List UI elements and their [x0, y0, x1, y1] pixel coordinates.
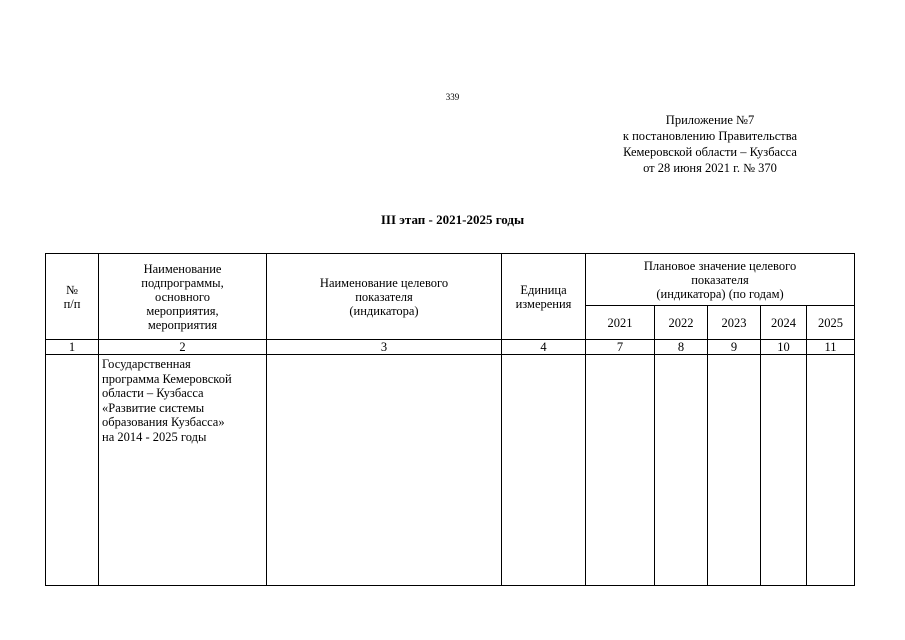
- cell-num: [46, 355, 99, 586]
- appendix-line: от 28 июня 2021 г. № 370: [643, 161, 777, 175]
- cell-indicator: [267, 355, 502, 586]
- column-number: 9: [708, 340, 761, 355]
- header-year: 2022: [655, 306, 708, 340]
- header-year: 2023: [708, 306, 761, 340]
- cell-value-2023: [708, 355, 761, 586]
- column-number: 1: [46, 340, 99, 355]
- cell-value-2025: [807, 355, 855, 586]
- column-number: 7: [586, 340, 655, 355]
- column-number: 10: [761, 340, 807, 355]
- header-plan-value: Плановое значение целевого показателя (индикатора) (по годам): [586, 254, 855, 306]
- cell-unit: [502, 355, 586, 586]
- indicator-table: [45, 253, 855, 586]
- table-row: [46, 355, 855, 586]
- column-number: 11: [807, 340, 855, 355]
- cell-value-2021: [586, 355, 655, 586]
- cell-value-2024: [761, 355, 807, 586]
- header-indicator: Наименование целевого показателя (индикатора): [267, 254, 502, 340]
- appendix-header: [590, 112, 830, 176]
- cell-value-2022: [655, 355, 708, 586]
- header-num: № п/п: [46, 254, 99, 340]
- header-row: [46, 254, 855, 306]
- header-year: 2024: [761, 306, 807, 340]
- column-number: 4: [502, 340, 586, 355]
- header-year: 2021: [586, 306, 655, 340]
- cell-program-name: Государственная программа Кемеровской области – Кузбасса «Развитие системы образования Кузбасса» на 2014 - 2025 годы: [99, 355, 267, 586]
- column-number: 8: [655, 340, 708, 355]
- column-number: 3: [267, 340, 502, 355]
- header-unit: Единица измерения: [502, 254, 586, 340]
- page-number: 339: [445, 92, 460, 102]
- header-subprogram: Наименование подпрограммы, основного мероприятия, мероприятия: [99, 254, 267, 340]
- header-year: 2025: [807, 306, 855, 340]
- appendix-line: Кемеровской области – Кузбасса: [623, 145, 797, 159]
- appendix-line: Приложение №7: [665, 113, 755, 127]
- appendix-line: к постановлению Правительства: [622, 129, 798, 143]
- column-number-row: [46, 340, 855, 355]
- stage-title: III этап - 2021-2025 годы: [380, 212, 525, 227]
- column-number: 2: [99, 340, 267, 355]
